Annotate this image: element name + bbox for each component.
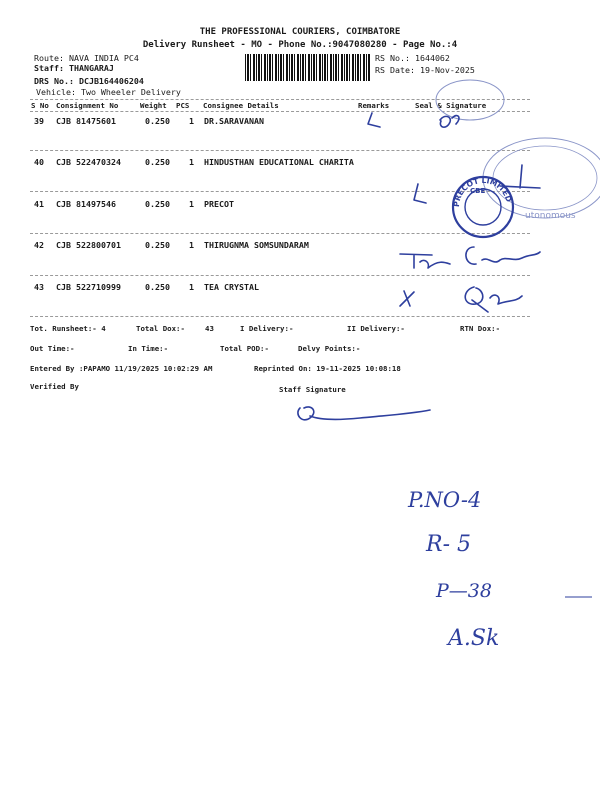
faint-stamp-top — [436, 80, 504, 120]
remark-tick — [368, 113, 380, 127]
row-sno: 42 — [34, 240, 44, 250]
signature-mark — [465, 287, 522, 312]
vehicle-label: Vehicle: Two Wheeler Delivery — [36, 87, 181, 97]
col-seal-signature: Seal & Signature — [415, 101, 487, 110]
verified-by: Verified By — [30, 382, 79, 391]
row-sno: 40 — [34, 157, 44, 167]
row-pcs: 1 — [189, 157, 194, 167]
signature-mark — [400, 254, 450, 268]
row-consignment: CJB 81475601 — [56, 116, 116, 126]
entered-by: Entered By :PAPAMO 11/19/2025 10:02:29 AM — [30, 364, 213, 373]
ii-delivery: II Delivery:- — [347, 324, 405, 333]
handwritten-note: P—38 — [436, 580, 492, 602]
autonomous-stamp-text: utonomous — [525, 211, 576, 221]
i-delivery: I Delivery:- — [240, 324, 294, 333]
row-weight: 0.250 — [145, 199, 170, 209]
staff-signature-mark — [298, 407, 430, 420]
row-weight: 0.250 — [145, 116, 170, 126]
row-sno: 43 — [34, 282, 44, 292]
row-consignment: CJB 522800701 — [56, 240, 121, 250]
handwritten-note: R- 5 — [426, 532, 471, 557]
row-consignment: CJB 81497546 — [56, 199, 116, 209]
rs-number: RS No.: 1644062 — [375, 53, 450, 63]
row-pcs: 1 — [189, 282, 194, 292]
row-weight: 0.250 — [145, 282, 170, 292]
row-consignment: CJB 522710999 — [56, 282, 121, 292]
route-label: Route: NAVA INDIA PC4 — [34, 53, 139, 63]
tot-runsheet: Tot. Runsheet:- 4 — [30, 324, 106, 333]
seal-ring-text: PRECOT LIMITED — [451, 175, 514, 208]
row-weight: 0.250 — [145, 157, 170, 167]
total-dox-label: Total Dox:- — [136, 324, 185, 333]
rs-date: RS Date: 19-Nov-2025 — [375, 65, 475, 75]
staff-label: Staff: THANGARAJ — [34, 63, 114, 73]
row-weight: 0.250 — [145, 240, 170, 250]
in-time: In Time:- — [128, 344, 169, 353]
col-consignee: Consignee Details — [203, 101, 279, 110]
row-consignee: TEA CRYSTAL — [204, 282, 259, 292]
company-title: THE PROFESSIONAL COURIERS, COIMBATORE — [199, 27, 401, 37]
out-time: Out Time:- — [30, 344, 75, 353]
row-sno: 41 — [34, 199, 44, 209]
row-consignee: THIRUGNMA SOMSUNDARAM — [204, 240, 309, 250]
handwritten-note: A.Sk — [448, 626, 500, 651]
staff-signature-label: Staff Signature — [279, 385, 346, 394]
signature-mark — [440, 116, 459, 128]
row-pcs: 1 — [189, 116, 194, 126]
col-consignment: Consignment No — [56, 101, 119, 110]
row-consignment: CJB 522470324 — [56, 157, 121, 167]
col-weight: Weight — [140, 101, 167, 110]
seal-center-text: CBE — [470, 187, 486, 195]
row-pcs: 1 — [189, 240, 194, 250]
row-consignee: PRECOT — [204, 199, 234, 209]
handwritten-note: P.NO-4 — [408, 488, 482, 512]
col-pcs: PCS — [176, 101, 190, 110]
runsheet-subtitle: Delivery Runsheet - MO - Phone No.:9047080280 - Page No.:4 — [142, 40, 458, 50]
col-remarks: Remarks — [358, 101, 390, 110]
drs-number: DRS No.: DCJB164406204 — [34, 76, 144, 86]
row-pcs: 1 — [189, 199, 194, 209]
precot-seal — [452, 176, 514, 237]
row-consignee: HINDUSTHAN EDUCATIONAL CHARITA — [204, 157, 354, 167]
signature-mark — [500, 165, 540, 188]
rtn-dox: RTN Dox:- — [460, 324, 501, 333]
remark-tick — [414, 184, 426, 203]
delvy-points: Delvy Points:- — [298, 344, 361, 353]
row-sno: 39 — [34, 116, 44, 126]
total-dox-value: 43 — [205, 324, 214, 333]
remark-tick — [400, 291, 414, 306]
signature-mark — [466, 247, 540, 264]
reprinted-on: Reprinted On: 19-11-2025 10:08:18 — [254, 364, 401, 373]
total-pod: Total POD:- — [220, 344, 269, 353]
col-sno: S No — [31, 101, 49, 110]
row-consignee: DR.SARAVANAN — [204, 116, 264, 126]
